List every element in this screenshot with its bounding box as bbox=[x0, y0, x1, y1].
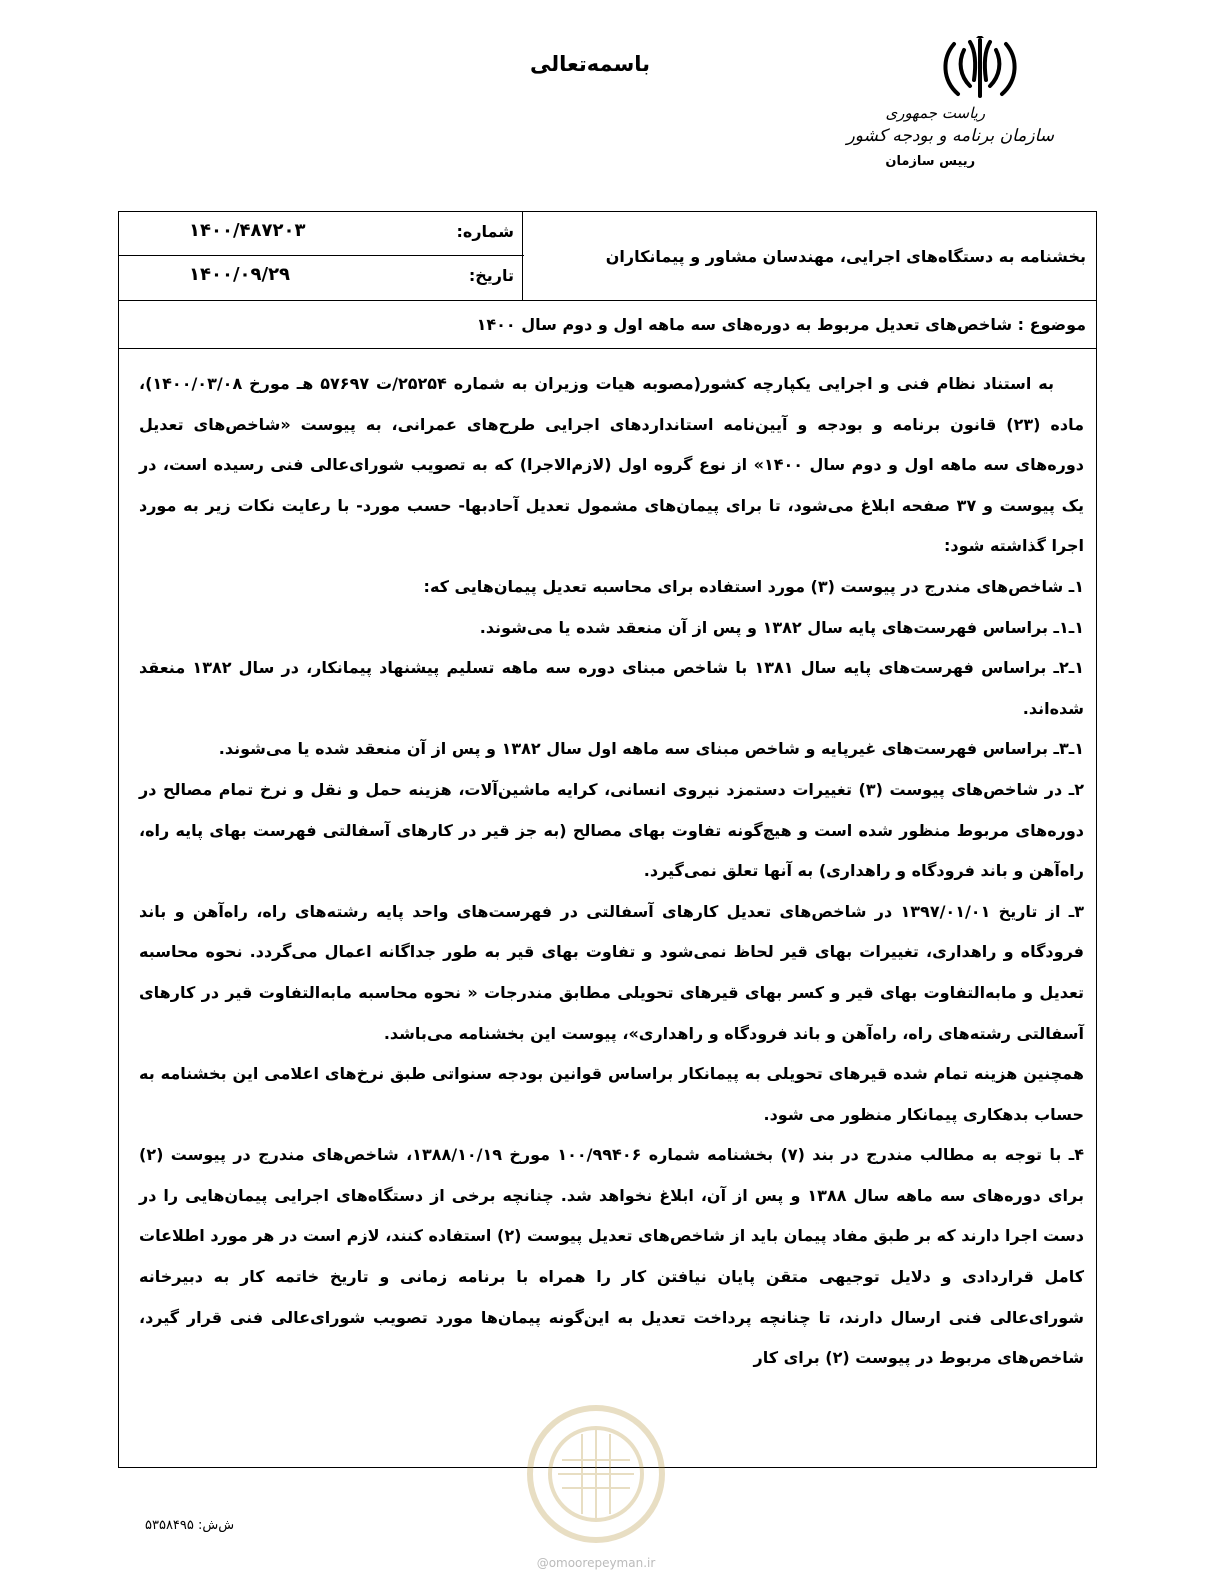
clause-3-extra: همچنین هزینه تمام شده قیرهای تحویلی به پیمانکار براساس قوانین بودجه سنواتی طبق نرخ‌های اعلامی این بخشنامه به حساب بدهکاری پیمانکار منظور می شود. bbox=[139, 1064, 1084, 1124]
recipients-text: بخشنامه به دستگاه‌های اجرایی، مهندسان مشاور و پیمانکاران bbox=[605, 246, 1086, 266]
org-line-presidency: ریاست جمهوری bbox=[885, 104, 986, 122]
letter-body bbox=[139, 364, 1084, 1379]
letter-frame bbox=[118, 211, 1097, 1468]
clause-1-3: ۱ـ۳ـ براساس فهرست‌های غیرپایه و شاخص مبنای سه ماهه اول سال ۱۳۸۲ و پس از آن منعقد شده یا می‌شوند. bbox=[218, 739, 1084, 759]
number-value: ۱۴۰۰/۴۸۷۲۰۳ bbox=[189, 220, 306, 241]
recipients-cell bbox=[522, 212, 1096, 301]
reference-cell bbox=[119, 212, 524, 301]
date-row bbox=[119, 256, 524, 300]
date-label: تاریخ: bbox=[468, 266, 514, 285]
subject-row bbox=[119, 301, 1096, 349]
date-value: ۱۴۰۰/۰۹/۲۹ bbox=[189, 264, 291, 285]
watermark-seal-icon bbox=[522, 1400, 670, 1548]
document-code: ش‌ش: ۵۳۵۸۴۹۵ bbox=[145, 1518, 235, 1533]
clause-1: ۱ـ شاخص‌های مندرج در پیوست (۳) مورد استفاده برای محاسبه تعدیل پیمان‌هایی که: bbox=[423, 576, 1084, 596]
org-line-head: رییس سازمان bbox=[885, 154, 976, 169]
clause-4: ۴ـ با توجه به مطالب مندرج در بند (۷) بخشنامه شماره ۱۰۰/۹۹۴۰۶ مورخ ۱۳۸۸/۱۰/۱۹، شاخص‌های مندرج در پیوست (۲) برای دوره‌های سه ماهه سال ۱۳۸۸ و پس از آن، ابلاغ نخواهد شد. چنانچه برخی از دستگاه‌های اجرایی پیمان‌هایی را در دست اجرا دارند که بر طبق مفاد پیمان باید از شاخص‌های تعدیل پیوست (۲) استفاده کنند، لازم است در هر مورد اطلاعات کامل قراردادی و دلایل توجیهی متقن پایان نیافتن کار را همراه با برنامه زمانی و تاریخ خاتمه کار به دبیرخانه شورای‌عالی فنی ارسال دارند، تا چنانچه پرداخت تعدیل به این‌گونه پیمان‌ها مورد تصویب شورای‌عالی فنی قرار گیرد، شاخص‌های مربوط در پیوست (۲) برای کار bbox=[139, 1145, 1085, 1368]
org-line-organization: سازمان برنامه و بودجه کشور bbox=[846, 126, 1054, 146]
intro-paragraph: به استناد نظام فنی و اجرایی یکپارچه کشور(مصوبه هیات وزیران به شماره ۲۵۲۵۴/ت ۵۷۶۹۷ هـ مورخ ۱۴۰۰/۰۳/۰۸)، ماده (۲۳) قانون برنامه و بودجه و آیین‌نامه استانداردهای اجرایی طرح‌های عمرانی، به پیوست «شاخص‌های تعدیل دوره‌های سه ماهه اول و دوم سال ۱۴۰۰» از نوع گروه اول (لازم‌الاجرا) که به تصویب شورای‌عالی فنی رسیده است، در یک پیوست و ۳۷ صفحه ابلاغ می‌شود، تا برای پیمان‌های مشمول تعدیل آحادبها- حسب مورد- با رعایت نکات زیر به مورد اجرا گذاشته شود: bbox=[139, 374, 1085, 556]
clause-3: ۳ـ از تاریخ ۱۳۹۷/۰۱/۰۱ در شاخص‌های تعدیل کارهای آسفالتی در فهرست‌های واحد پایه رشته‌های راه، راه‌آهن و باند فرودگاه و راهداری، تغییرات بهای قیر لحاظ نمی‌شود و تفاوت بهای قیر به طور جداگانه اعمال می‌گردد. نحوه محاسبه تعدیل و مابه‌التفاوت بهای قیر و کسر بهای قیرهای تحویلی مطابق مندرجات « نحوه محاسبه مابه‌التفاوت قیر در کارهای آسفالتی رشته‌های راه، راه‌آهن و باند فرودگاه و راهداری»، پیوست این بخشنامه می‌باشد. bbox=[139, 901, 1085, 1043]
organization-signature bbox=[847, 104, 1054, 169]
number-row bbox=[119, 212, 524, 256]
national-emblem-icon bbox=[940, 36, 1020, 104]
clause-1-1: ۱ـ۱ـ براساس فهرست‌های پایه سال ۱۳۸۲ و پس از آن منعقد شده یا می‌شوند. bbox=[479, 617, 1084, 637]
number-label: شماره: bbox=[456, 222, 514, 241]
watermark-site-text: @omoorepeyman.ir bbox=[536, 1556, 656, 1570]
clause-1-2: ۱ـ۲ـ براساس فهرست‌های پایه سال ۱۳۸۱ با شاخص مبنای دوره سه ماهه تسلیم پیشنهاد پیمانکار، در سال ۱۳۸۲ منعقد شده‌اند. bbox=[139, 658, 1085, 718]
subject-text: موضوع : شاخص‌های تعدیل مربوط به دوره‌های سه ماهه اول و دوم سال ۱۴۰۰ bbox=[476, 315, 1086, 334]
invocation-heading: باسمه‌تعالی bbox=[530, 52, 650, 76]
clause-2: ۲ـ در شاخص‌های پیوست (۳) تغییرات دستمزد نیروی انسانی، کرایه ماشین‌آلات، هزینه حمل و نقل و نرخ تمام مصالح در دوره‌های مربوط منظور شده است و هیچ‌گونه تفاوت بهای مصالح (به جز قیر در کارهای آسفالتی فهرست بهای پایه راه، راه‌آهن و باند فرودگاه و راهداری) به آنها تعلق نمی‌گیرد. bbox=[139, 779, 1085, 881]
